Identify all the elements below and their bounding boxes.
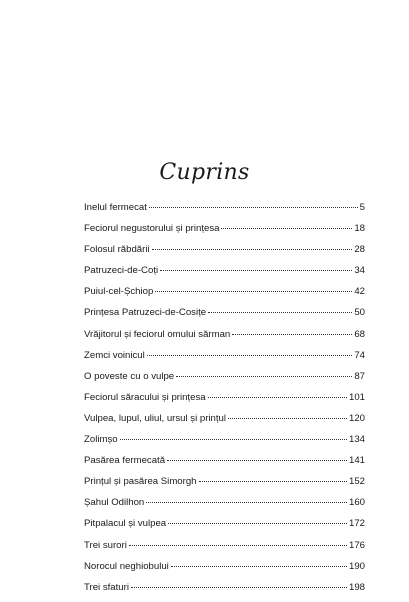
toc-entry-page-number: 172 — [348, 518, 365, 530]
toc-entry — [84, 581, 365, 602]
toc-entry-title: Prințesa Patruzeci-de-Cosițe — [84, 307, 207, 319]
toc-entry-title: Prințul și pasărea Simorgh — [84, 476, 197, 488]
dot-leader — [129, 545, 347, 546]
dot-leader — [167, 460, 347, 461]
toc-entry — [84, 517, 365, 538]
toc-entry-title: Norocul neghiobului — [84, 560, 169, 572]
dot-leader — [228, 418, 347, 419]
toc-entry-page-number: 18 — [354, 223, 365, 235]
toc-entry — [84, 222, 365, 243]
dot-leader — [149, 207, 358, 208]
toc-entry — [84, 349, 365, 370]
dot-leader — [131, 587, 347, 588]
toc-entry-title: Pasărea fermecată — [84, 455, 166, 467]
toc-entry-page-number: 152 — [348, 476, 365, 488]
toc-entry-title: Folosul răbdării — [84, 244, 150, 256]
dot-leader — [160, 270, 352, 271]
toc-entry-page-number: 120 — [348, 412, 365, 424]
toc-entry-page-number: 87 — [354, 370, 365, 382]
toc-entry — [84, 264, 365, 285]
dot-leader — [208, 312, 352, 313]
toc-entry — [84, 454, 365, 475]
toc-entry-page-number: 5 — [359, 202, 365, 213]
toc-entry-title: Trei sfaturi — [84, 581, 129, 593]
dot-leader — [152, 249, 353, 250]
toc-entry-page-number: 68 — [354, 328, 365, 340]
toc-entry-page-number: 28 — [354, 244, 365, 256]
dot-leader — [232, 334, 352, 335]
toc-entry-page-number: 190 — [348, 560, 365, 572]
toc-entry — [84, 328, 365, 349]
toc-entry-title: O poveste cu o vulpe — [84, 370, 175, 382]
toc-entry — [84, 412, 365, 433]
dot-leader — [155, 291, 352, 292]
toc-entry-page-number: 74 — [354, 349, 365, 361]
dot-leader — [147, 355, 353, 356]
toc-entry-title: Puiul-cel-Șchiop — [84, 286, 154, 298]
dot-leader — [221, 228, 352, 229]
toc-entry-title: Vrăjitorul și feciorul omului sărman — [84, 328, 231, 340]
toc-entry — [84, 475, 365, 496]
toc-entry-title: Patruzeci-de-Coți — [84, 265, 159, 277]
dot-leader — [120, 439, 347, 440]
toc-entry — [84, 285, 365, 306]
toc-entry-title: Trei surori — [84, 539, 127, 551]
toc-entry-page-number: 101 — [348, 391, 365, 403]
toc-entry-page-number: 176 — [348, 539, 365, 551]
toc-entry — [84, 391, 365, 412]
toc-entry — [84, 243, 365, 264]
toc-entry-title: Feciorul săracului și prințesa — [84, 391, 206, 403]
toc-entry-page-number: 42 — [354, 286, 365, 298]
dot-leader — [199, 481, 347, 482]
toc-entry-title: Pitpalacul și vulpea — [84, 518, 167, 530]
toc-entry-title: Zolimșo — [84, 434, 118, 446]
toc-entry — [84, 539, 365, 560]
toc-entry-title: Inelul fermecat — [84, 202, 147, 213]
toc-entry — [84, 201, 365, 222]
page-title: Cuprins — [159, 159, 250, 185]
toc-entry-page-number: 134 — [348, 434, 365, 446]
table-of-contents — [84, 201, 365, 602]
toc-entry-title: Vulpea, lupul, uliul, ursul și prințul — [84, 412, 227, 424]
dot-leader — [146, 502, 347, 503]
toc-entry-page-number: 141 — [348, 455, 365, 467]
toc-entry-title: Feciorul negustorului și prințesa — [84, 223, 220, 235]
toc-entry — [84, 370, 365, 391]
toc-entry — [84, 433, 365, 454]
dot-leader — [171, 566, 347, 567]
toc-entry-title: Șahul Odilhon — [84, 497, 145, 509]
toc-entry-page-number: 198 — [348, 581, 365, 593]
toc-entry-page-number: 34 — [354, 265, 365, 277]
toc-entry — [84, 560, 365, 581]
toc-entry-page-number: 160 — [348, 497, 365, 509]
toc-entry — [84, 306, 365, 327]
dot-leader — [168, 523, 347, 524]
toc-entry — [84, 496, 365, 517]
dot-leader — [176, 376, 352, 377]
toc-entry-page-number: 50 — [354, 307, 365, 319]
dot-leader — [208, 397, 347, 398]
toc-entry-title: Zemci voinicul — [84, 349, 145, 361]
